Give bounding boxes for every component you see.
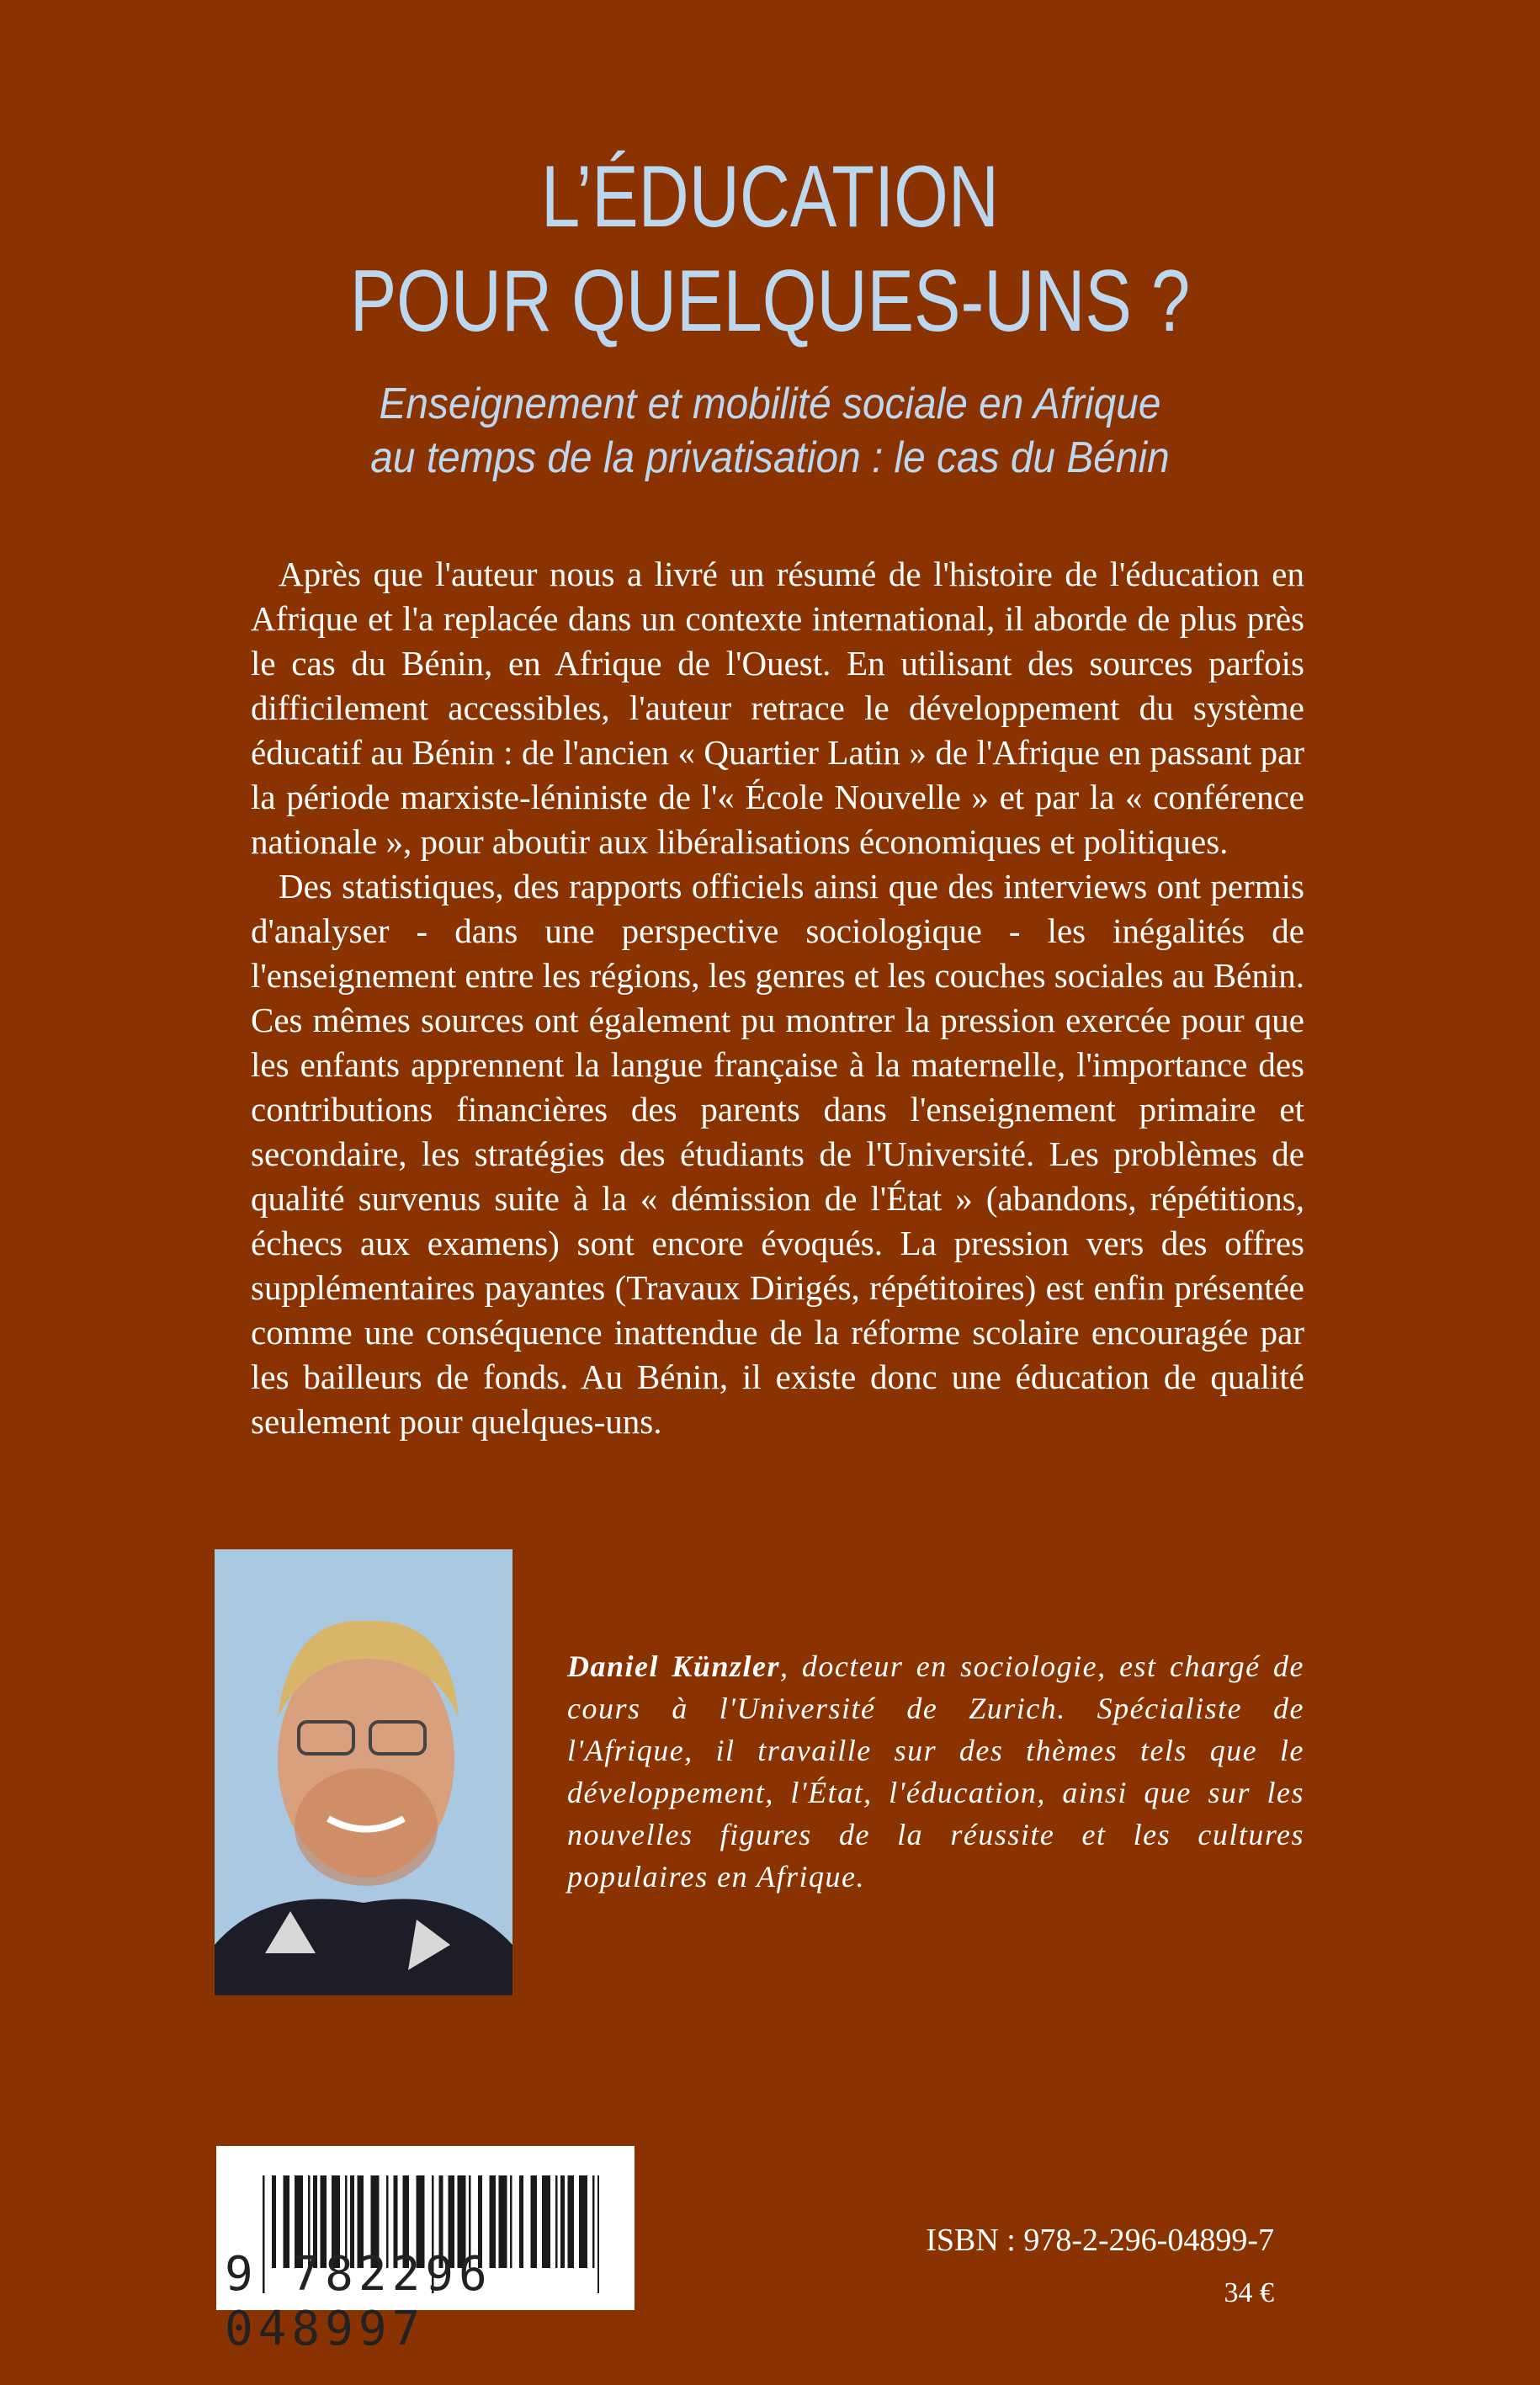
- barcode-number: 9 782296 048997: [225, 2247, 492, 2356]
- isbn: ISBN : 978-2-296-04899-7: [926, 2223, 1274, 2258]
- author-name: Daniel Künzler: [567, 1649, 780, 1683]
- title-line: L’ÉDUCATION: [541, 148, 999, 246]
- book-title: [0, 145, 1540, 353]
- title-line: POUR QUELQUES-UNS ?: [349, 252, 1191, 350]
- price: 34 €: [1224, 2277, 1274, 2308]
- author-photo: [215, 1549, 512, 1995]
- book-subtitle: [0, 377, 1540, 485]
- barcode: [216, 2146, 635, 2356]
- blurb-paragraph: Après que l'auteur nous a livré un résumé de l'histoire de l'éducation en Afrique et l'a replacée dans un contexte international, il aborde de plus près le cas du Bénin, en Afrique de l'Ouest. En utilisant des sources parfois difficilement accessibles, l'auteur retrace le développement du système éducatif au Bénin : de l'ancien « Quartier Latin » de l'Afrique en passant par la période marxiste-léniniste de l'« École Nouvelle » et par la « conférence nationale », pour aboutir aux libéralisations économiques et politiques.: [251, 555, 1304, 861]
- author-bio-text: , docteur en sociologie, est chargé de cours à l'Université de Zurich. Spécialiste de l'Afrique, il travaille sur des thèmes tels que le développement, l'État, l'éducation, ainsi que sur les nouvelles figures de la réussite et les cultures populaires en Afrique.: [567, 1649, 1304, 1894]
- author-bio: [567, 1645, 1304, 1898]
- blurb: [251, 552, 1304, 1444]
- blurb-paragraph: Des statistiques, des rapports officiels ainsi que des interviews ont permis d'analyser - dans une perspective sociologique - les inégalités de l'enseignement entre les régions, les genres et les couches sociales au Bénin. Ces mêmes sources ont également pu montrer la pression exercée pour que les enfants apprennent la langue française à la maternelle, l'importance des contributions financières des parents dans l'enseignement primaire et secondaire, les stratégies des étudiants de l'Université. Les problèmes de qualité survenus suite à la « démission de l'État » (abandons, répétitions, échecs aux examens) sont encore évoqués. La pression vers des offres supplémentaires payantes (Travaux Dirigés, répétitoires) est enfin présentée comme une conséquence inattendue de la réforme scolaire encouragée par les bailleurs de fonds. Au Bénin, il existe donc une éducation de qualité seulement pour quelques-uns.: [251, 867, 1304, 1441]
- subtitle-line: au temps de la privatisation : le cas du Bénin: [370, 433, 1170, 482]
- subtitle-line: Enseignement et mobilité sociale en Afrique: [379, 380, 1161, 428]
